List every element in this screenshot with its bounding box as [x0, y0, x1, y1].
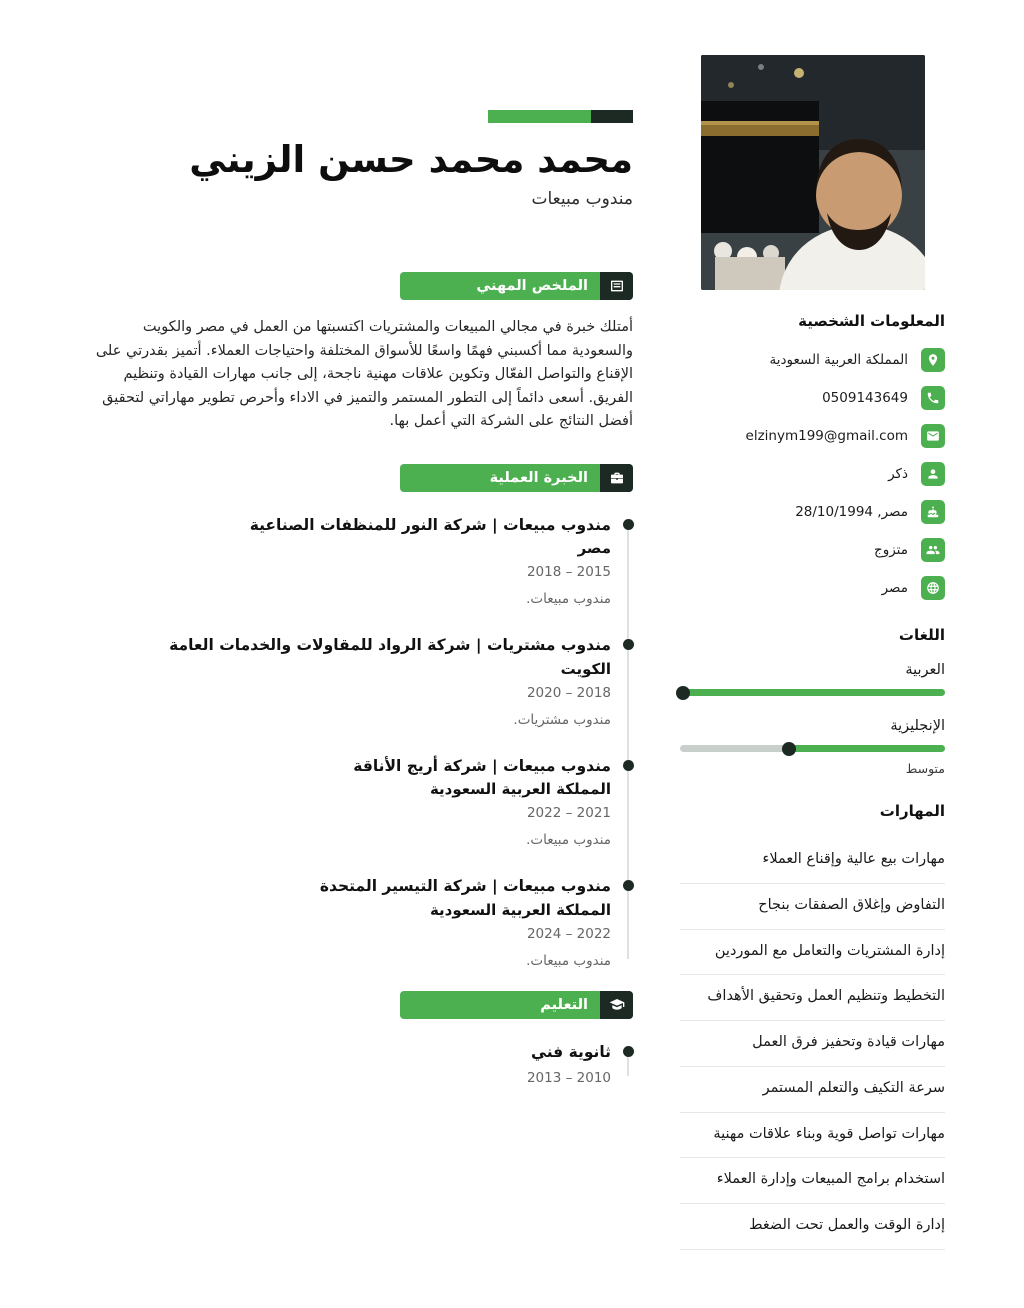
experience-role-company: مندوب مبيعات | شركة أريج الأناقة	[353, 756, 611, 775]
experience-role-company: مندوب مبيعات | شركة التيسير المتحدة	[319, 877, 611, 896]
section-title-experience: الخبرة العملية	[489, 469, 588, 486]
experience-timeline	[88, 514, 633, 969]
language-arabic	[680, 662, 945, 696]
info-item-birthdate	[680, 500, 945, 524]
skill-item: إدارة المشتريات والتعامل مع الموردين	[680, 930, 945, 976]
info-value-phone: 0509143649	[822, 390, 908, 406]
document-lines-icon	[600, 272, 633, 300]
email-icon	[921, 424, 945, 448]
section-header-education	[400, 991, 633, 1019]
summary-text: أمتلك خبرة في مجالي المبيعات والمشتريات اكتسبتها من العمل في مصر والكويت والسعودية مما أكسبني فهمًا واسعًا للأسواق المختلفة واحتياجات العملاء. أتميز بقدرتي على الإقناع والتواصل الفعّال وتكوين علاقات مهنية ناجحة، إلى جانب مهارات القيادة وتنظيم الفريق. أسعى دائماً إلى التطور المستمر والتميز في الاداء وأحرص تطوير مهاراتي لتحقيق أفضل النتائج على الشركة التي أعمل بها.	[95, 319, 633, 430]
experience-location: الكويت	[560, 659, 611, 678]
personal-info-list	[680, 348, 945, 600]
experience-description: مندوب مبيعات.	[526, 952, 611, 969]
briefcase-icon	[600, 464, 633, 492]
language-name: العربية	[905, 662, 945, 678]
experience-dates: 2015 – 2018	[526, 564, 611, 581]
experience-role-company: مندوب مبيعات | شركة النور للمنظفات الصناعية	[249, 515, 611, 534]
skill-item: سرعة التكيف والتعلم المستمر	[680, 1067, 945, 1113]
experience-description: مندوب مبيعات.	[526, 832, 611, 849]
skill-item: التفاوض وإغلاق الصفقات بنجاح	[680, 884, 945, 930]
candidate-name: محمد محمد حسن الزيني	[189, 138, 633, 181]
skills-title: المهارات	[879, 802, 945, 820]
skills-list	[680, 838, 945, 1250]
education-timeline	[88, 1041, 633, 1086]
section-header-experience	[400, 464, 633, 492]
education-dates: 2010 – 2013	[526, 1070, 611, 1087]
language-bar-track	[680, 689, 945, 696]
experience-location: المملكة العربية السعودية	[429, 780, 611, 799]
skill-item: إدارة الوقت والعمل تحت الضغط	[680, 1204, 945, 1250]
experience-entry	[88, 755, 611, 848]
skill-item: مهارات تواصل قوية وبناء علاقات مهنية	[680, 1113, 945, 1159]
info-value-nationality: مصر	[881, 580, 908, 596]
language-bar-knob	[676, 686, 690, 700]
info-value-gender: ذكر	[888, 466, 908, 482]
info-value-location: المملكة العربية السعودية	[769, 352, 908, 368]
language-bar-fill	[786, 745, 945, 752]
family-icon	[921, 538, 945, 562]
experience-dates: 2021 – 2022	[526, 805, 611, 822]
section-title-summary: الملخص المهني	[476, 278, 588, 295]
info-item-email	[680, 424, 945, 448]
name-accent-bar	[488, 110, 633, 123]
skill-item: مهارات قيادة وتحفيز فرق العمل	[680, 1021, 945, 1067]
birthday-cake-icon	[921, 500, 945, 524]
phone-icon	[921, 386, 945, 410]
accent-green-segment	[488, 110, 591, 123]
info-item-phone	[680, 386, 945, 410]
experience-entry	[88, 634, 611, 727]
experience-dates: 2018 – 2020	[526, 684, 611, 701]
main-column	[88, 55, 633, 1268]
graduation-cap-icon	[600, 991, 633, 1019]
language-level-label: متوسط	[905, 761, 945, 776]
person-icon	[921, 462, 945, 486]
location-pin-icon	[921, 348, 945, 372]
info-value-email: elzinym199@gmail.com	[745, 428, 908, 444]
info-value-birthdate: مصر, 28/10/1994	[795, 504, 908, 520]
info-item-location	[680, 348, 945, 372]
sidebar	[680, 55, 945, 1268]
globe-icon	[921, 576, 945, 600]
skill-item: التخطيط وتنظيم العمل وتحقيق الأهداف	[680, 975, 945, 1021]
experience-entry	[88, 514, 611, 607]
education-degree: ثانوية فني	[531, 1042, 611, 1061]
info-item-marital-status	[680, 538, 945, 562]
language-bar-track	[680, 745, 945, 752]
language-bar-fill	[680, 689, 945, 696]
language-bar-knob	[782, 742, 796, 756]
section-title-education: التعليم	[540, 996, 588, 1013]
profile-photo-placeholder	[701, 55, 925, 290]
experience-description: مندوب مشتريات.	[513, 711, 611, 728]
experience-dates: 2022 – 2024	[526, 925, 611, 942]
accent-dark-segment	[591, 110, 633, 123]
experience-location: مصر	[577, 539, 611, 558]
language-name: الإنجليزية	[890, 718, 945, 734]
language-english	[680, 718, 945, 776]
education-entry	[88, 1041, 611, 1086]
info-item-gender	[680, 462, 945, 486]
experience-description: مندوب مبيعات.	[526, 591, 611, 608]
candidate-job-title: مندوب مبيعات	[531, 189, 633, 210]
info-item-nationality	[680, 576, 945, 600]
experience-entry	[88, 875, 611, 968]
skill-item: استخدام برامج المبيعات وإدارة العملاء	[680, 1158, 945, 1204]
languages-title: اللغات	[898, 626, 945, 644]
info-value-marital-status: متزوج	[874, 542, 908, 558]
skill-item: مهارات بيع عالية وإقناع العملاء	[680, 838, 945, 884]
personal-info-title: المعلومات الشخصية	[798, 312, 945, 330]
experience-location: المملكة العربية السعودية	[429, 900, 611, 919]
profile-photo	[701, 55, 925, 290]
experience-role-company: مندوب مشتريات | شركة الرواد للمقاولات والخدمات العامة	[169, 636, 611, 655]
section-header-summary	[400, 272, 633, 300]
